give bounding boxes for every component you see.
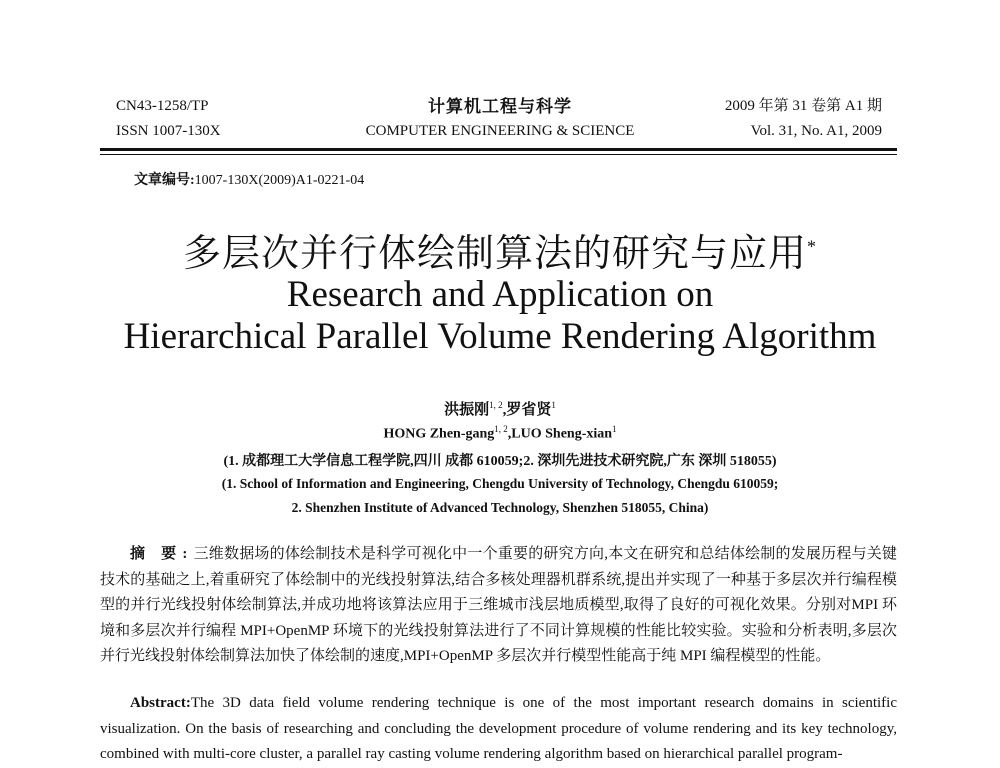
authors-en: [0, 424, 1000, 443]
cn-code: CN43-1258/TP: [116, 98, 209, 114]
title-cn: [0, 222, 1000, 277]
header-rule-thin: [100, 154, 897, 155]
author1-cn: 洪振刚: [444, 402, 490, 418]
abstract-cn-label: 摘 要:: [130, 546, 194, 562]
issue-info-en: Vol. 31, No. A1, 2009: [750, 123, 882, 139]
author1-cn-sup: 1, 2: [489, 400, 503, 410]
authors-cn: [0, 398, 1000, 419]
header-rule-thick: [100, 148, 897, 151]
author-sep-en: ,: [507, 426, 512, 442]
journal-name-block: [300, 94, 700, 144]
abstract-en-text: The 3D data field volume rendering technique is one of the most important research domains in scientific visualization. On the basis of researching and concluding the development procedure of volume rendering and its key technology, combined with multi-core cluster, a parallel ray casting volume rendering algorithm based on hierarchical parallel program-: [100, 695, 897, 762]
affiliation-en-line1: (1. School of Information and Engineering, Chengdu University of Technology, Chengdu 610059;: [221, 476, 779, 491]
article-number-label: 文章编号:: [134, 173, 195, 188]
abstract-cn: [100, 542, 897, 670]
author-sep-cn: ,: [502, 402, 507, 418]
author2-cn-sup: 1: [551, 400, 556, 410]
title-en: [0, 274, 1000, 358]
author2-en-sup: 1: [612, 424, 617, 434]
abstract-cn-text: 三维数据场的体绘制技术是科学可视化中一个重要的研究方向,本文在研究和总结体绘制的发展历程与关键技术的基础之上,着重研究了体绘制中的光线投射算法,结合多核处理器机群系统,提出并实现了一种基于多层次并行编程模型的并行光线投射体绘制算法,并成功地将该算法应用于三维城市浅层地质模型,取得了良好的可视化效果。分别对MPI 环境和多层次并行编程 MPI+OpenMP 环境下的光线投射算法进行了不同计算规模的性能比较实验。实验和分析表明,多层次并行光线投射体绘制算法加快了体绘制的速度,MPI+OpenMP 多层次并行模型性能高于纯 MPI 编程模型的性能。: [100, 546, 897, 664]
title-cn-text: 多层次并行体绘制算法的研究与应用: [182, 233, 807, 275]
author2-cn: 罗省贤: [506, 402, 552, 418]
author1-en: HONG Zhen-gang: [383, 426, 495, 442]
article-number: [134, 169, 364, 189]
abstract-en: [100, 691, 897, 768]
title-en-line1: Research and Application on: [286, 274, 714, 315]
affiliation-cn: (1. 成都理工大学信息工程学院,四川 成都 610059;2. 深圳先进技术研究院,广东 深圳 518055): [223, 454, 777, 469]
title-footnote-mark: *: [807, 236, 817, 257]
issue-info-cn: 2009 年第 31 卷第 A1 期: [724, 98, 882, 114]
issue-info-block: [725, 94, 882, 144]
journal-code-block: [116, 94, 221, 144]
affiliation-en-line2: 2. Shenzhen Institute of Advanced Technology, Shenzhen 518055, China): [291, 500, 709, 515]
abstract-en-label: Abstract:: [130, 695, 191, 711]
title-en-line2: Hierarchical Parallel Volume Rendering Algorithm: [123, 316, 877, 357]
journal-name-cn: 计算机工程与科学: [428, 97, 572, 116]
author1-en-sup: 1, 2: [494, 424, 508, 434]
issn-code: ISSN 1007-130X: [116, 123, 221, 139]
author2-en: LUO Sheng-xian: [511, 426, 613, 442]
article-number-value: 1007-130X(2009)A1-0221-04: [194, 173, 365, 188]
journal-name-en: COMPUTER ENGINEERING & SCIENCE: [365, 123, 635, 139]
